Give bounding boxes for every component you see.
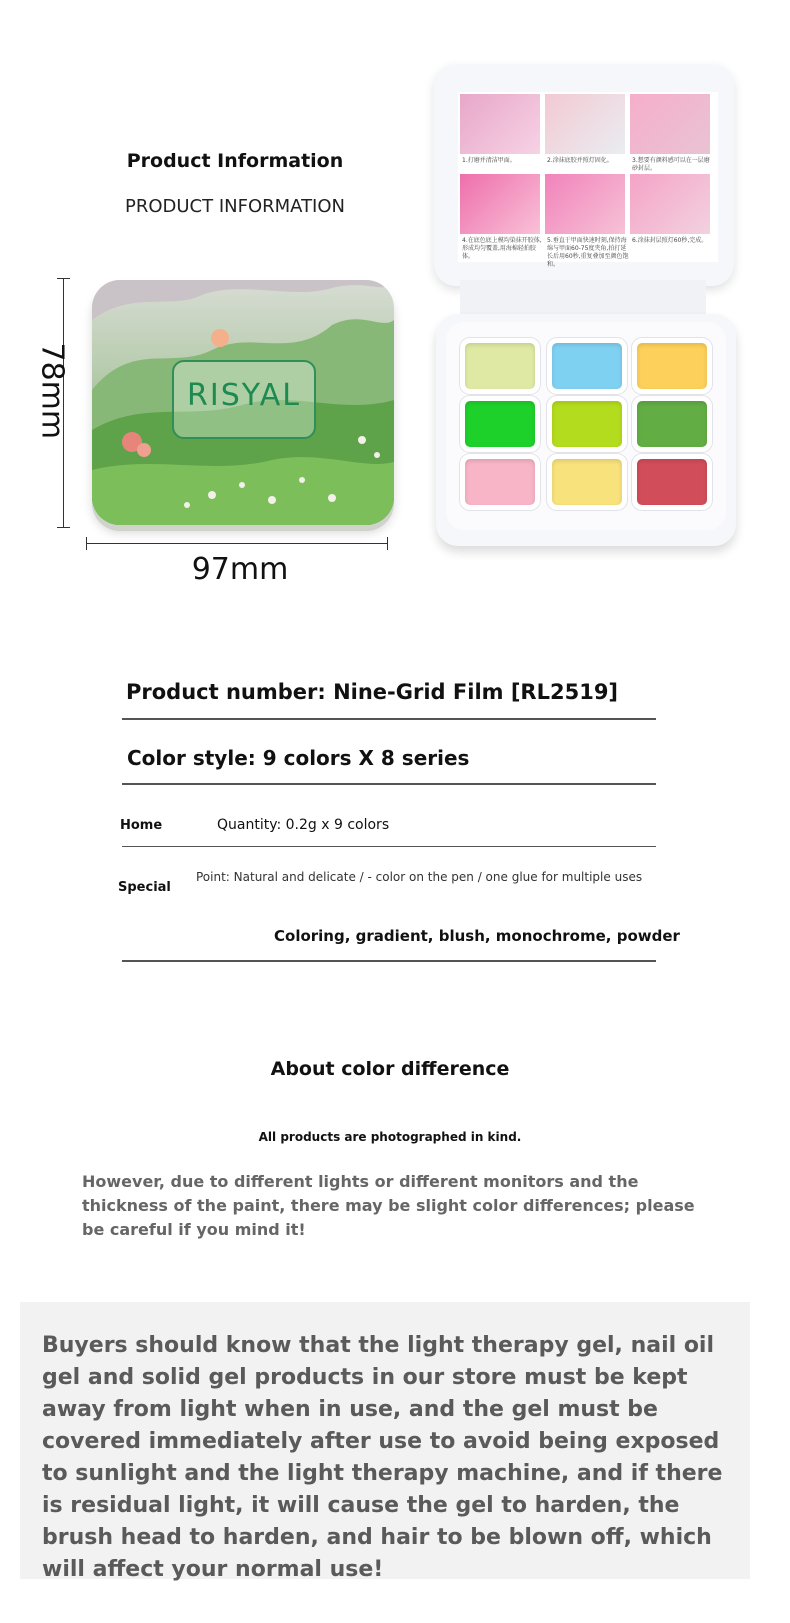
width-dimension-cap-left <box>86 537 87 550</box>
special-label: Special <box>118 880 171 895</box>
buyer-notice-text: Buyers should know that the light therapy gel, nail oil gel and solid gel products in our store must be kept away from light when in use, and the gel must be covered immediately after use to avoid being exposed to sunlight and the light therapy machine, and if there is residual light, it will cause the gel to harden, the brush head to harden, and hair to be blown off, which will affect your normal use! <box>42 1333 723 1582</box>
color-well-1 <box>460 338 540 394</box>
color-well-7 <box>460 454 540 510</box>
height-dimension-cap-bottom <box>57 527 70 528</box>
step-2-image <box>545 94 625 154</box>
product-number: Product number: Nine-Grid Film [RL2519] <box>126 680 619 704</box>
color-style: Color style: 9 colors X 8 series <box>127 746 470 770</box>
step-3-text: 3.想要有颜料感可以在一层磨砂封层。 <box>632 157 710 172</box>
width-dimension-line <box>86 543 388 544</box>
table-divider-2 <box>122 783 656 785</box>
width-dimension-cap-right <box>387 537 388 550</box>
step-4-image <box>460 174 540 234</box>
height-dimension-label: 78mm <box>34 342 70 440</box>
home-label: Home <box>120 818 163 833</box>
step-1-image <box>460 94 540 154</box>
color-well-9 <box>632 454 712 510</box>
usage-list: Coloring, gradient, blush, monochrome, powder <box>274 927 680 945</box>
step-4-text: 4.在底色底上模均染抹开胶体,形成均匀覆盖,用海棉轻拍胶体。 <box>462 237 542 260</box>
step-5-image <box>545 174 625 234</box>
step-5-text: 5.垂直于甲面快速时刻,保持海绵与甲面60-75度夹角,拍打延长后用60秒,重复叠加至颜色饱和。 <box>547 237 629 268</box>
step-6-image <box>630 174 710 234</box>
height-dimension-cap-top <box>57 278 70 279</box>
about-title: About color difference <box>270 1058 510 1080</box>
step-2-text: 2.涂抹底胶并照灯固化。 <box>547 157 613 164</box>
table-divider-3 <box>122 846 656 847</box>
brand-logo: RISYAL <box>187 378 301 413</box>
table-divider-4 <box>122 960 656 962</box>
color-well-4 <box>460 396 540 452</box>
product-info-title: Product Information <box>126 150 344 172</box>
color-well-2 <box>547 338 627 394</box>
color-well-6 <box>632 396 712 452</box>
table-divider-1 <box>122 718 656 720</box>
about-paragraph: However, due to different lights or different monitors and the thickness of the paint, there may be slight color differences; please be careful if you mind it! <box>82 1172 695 1239</box>
step-6-text: 6.涂抹封层照灯60秒,完成。 <box>632 237 708 244</box>
width-dimension-label: 97mm <box>191 552 289 587</box>
color-well-3 <box>632 338 712 394</box>
color-well-5 <box>547 396 627 452</box>
step-3-image <box>630 94 710 154</box>
step-1-text: 1.打磨并清洁甲面。 <box>462 157 516 164</box>
about-note: All products are photographed in kind. <box>258 1130 522 1144</box>
color-well-8 <box>547 454 627 510</box>
product-info-subtitle: PRODUCT INFORMATION <box>124 196 346 217</box>
palette-hinge <box>460 280 706 318</box>
selling-point: Point: Natural and delicate / - color on the pen / one glue for multiple uses <box>196 870 643 884</box>
quantity: Quantity: 0.2g x 9 colors <box>217 817 390 833</box>
